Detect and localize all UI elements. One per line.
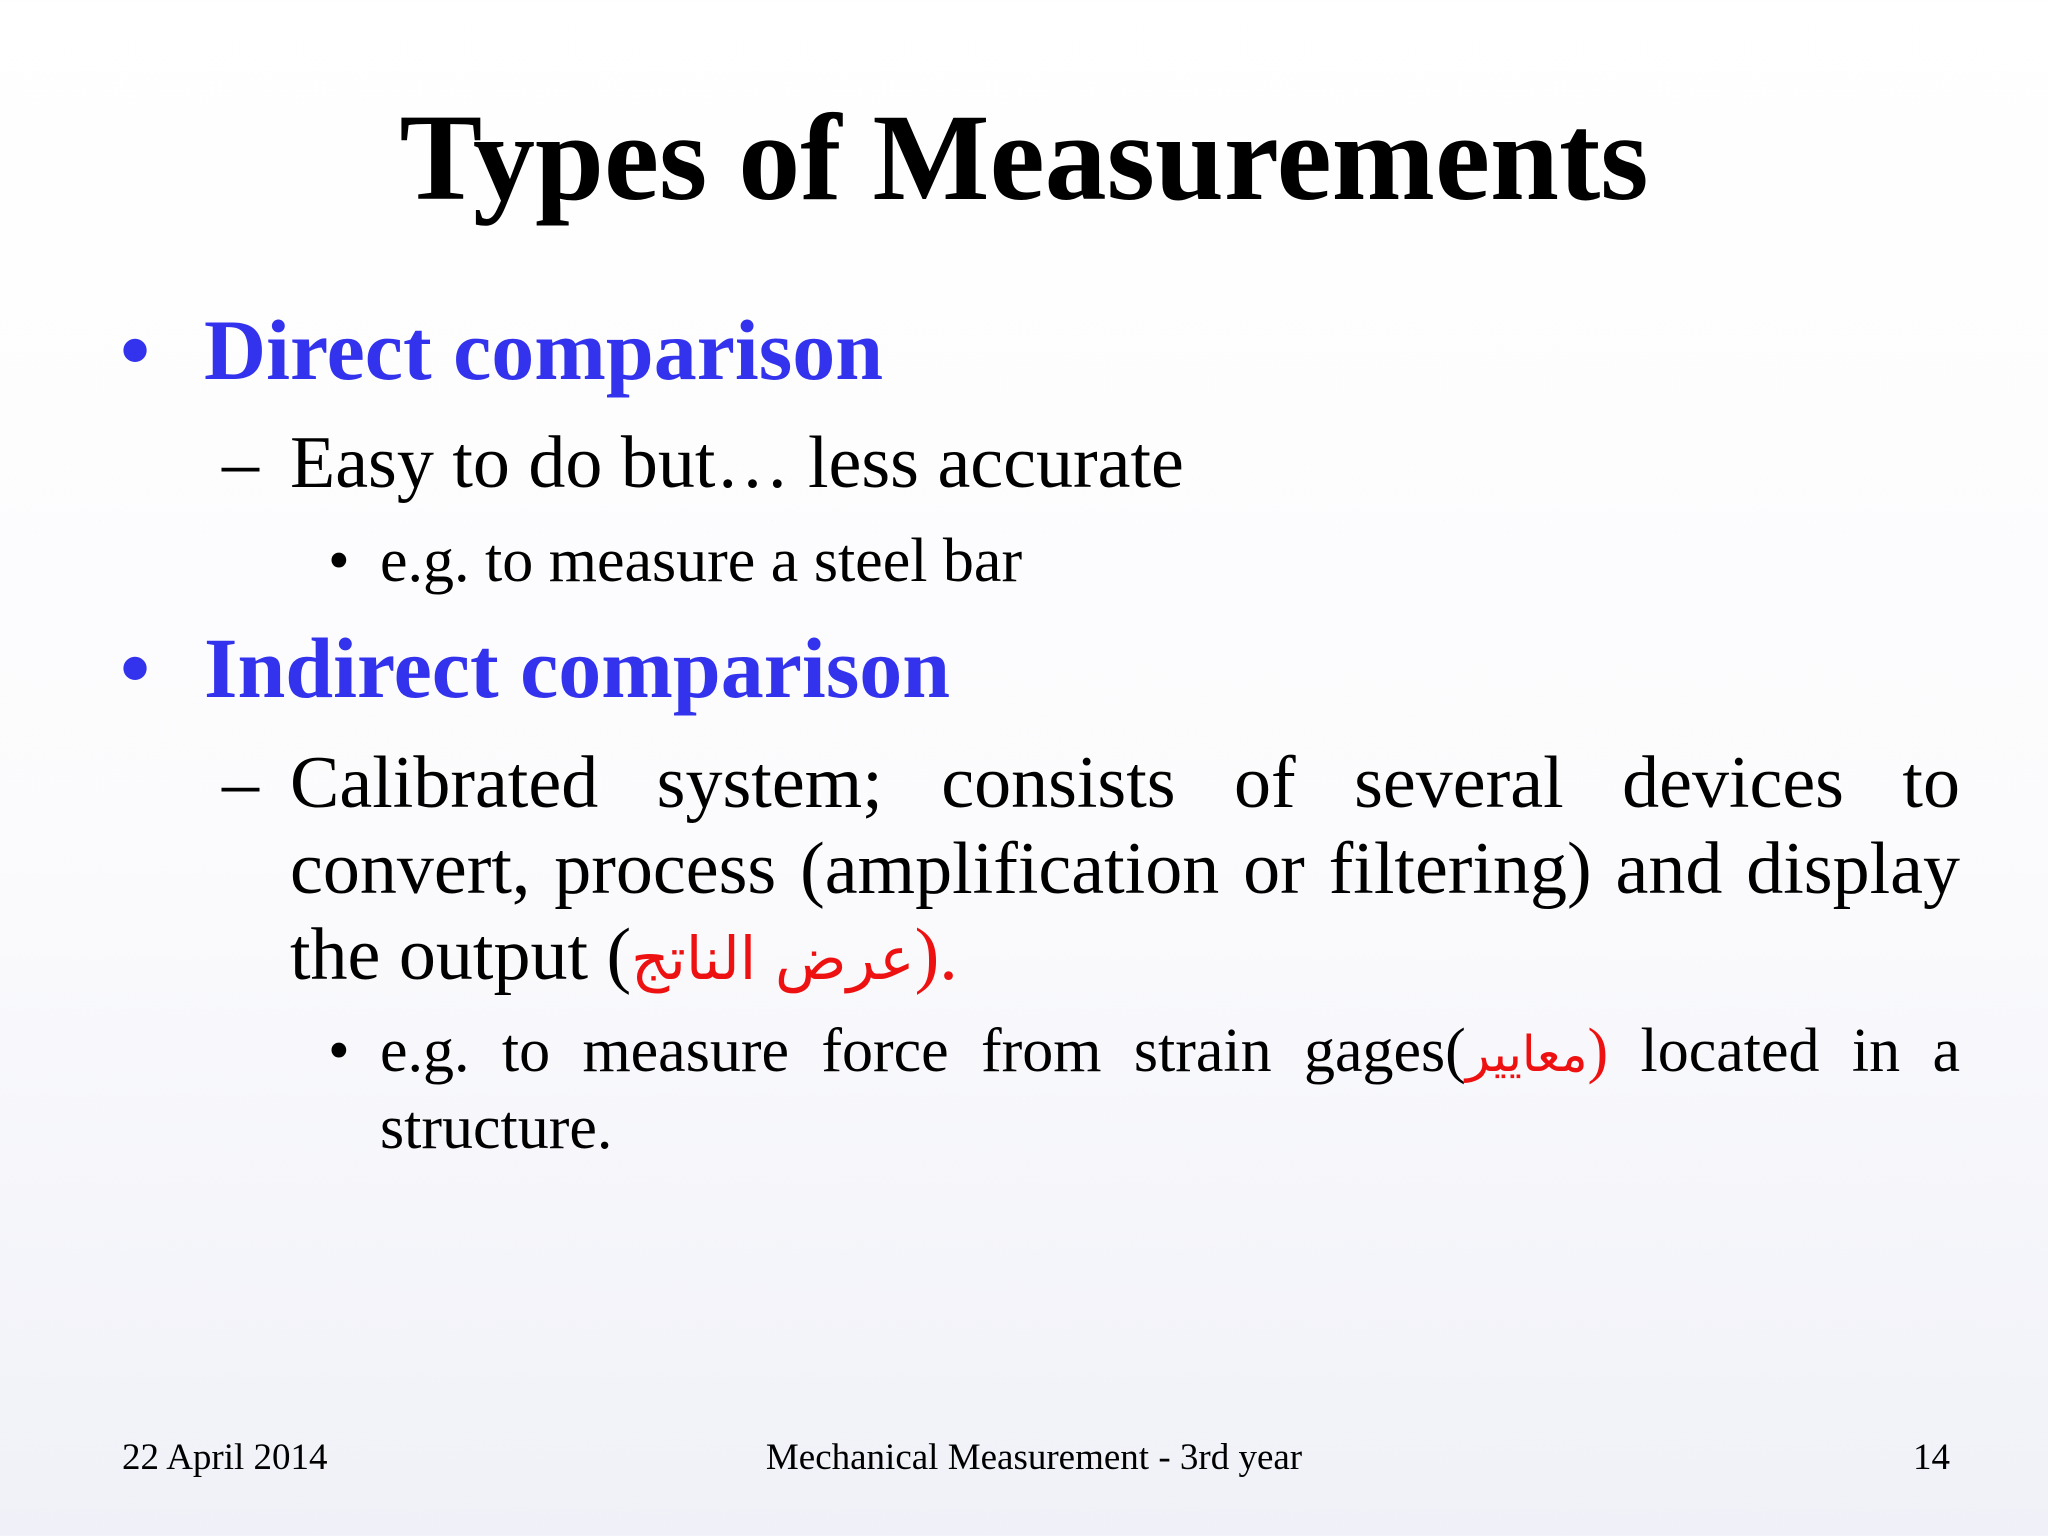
example-indirect-text-part2: located in a structure. <box>380 1017 1960 1162</box>
example-indirect-text-part1: e.g. to measure force from strain gages( <box>380 1017 1466 1085</box>
heading-direct-comparison: Direct comparison <box>204 302 884 398</box>
arabic-gages: معايير <box>1465 1025 1588 1083</box>
bullet-dash: – <box>222 742 259 824</box>
footer-date: 22 April 2014 <box>122 1437 328 1478</box>
footer-page-number: 14 <box>1913 1437 1950 1478</box>
slide-title: Types of Measurements <box>399 89 1649 226</box>
subpoint-direct-text: Easy to do but… less accurate <box>290 422 1184 504</box>
arabic-close-paren: ) <box>1587 1017 1609 1085</box>
subpoint-indirect-text-part1: Calibrated system; consists of several devices to convert, process (amplification or filtering) and display the output ( <box>290 742 1960 996</box>
subpoint-indirect-text-part2: ). <box>914 914 958 996</box>
example-indirect-text <box>380 1014 1960 1165</box>
example-direct <box>328 524 1960 598</box>
arabic-display-output: عرض الناتج <box>631 924 915 993</box>
subpoint-direct <box>222 420 1960 506</box>
example-direct-text: e.g. to measure a steel bar <box>380 527 1023 595</box>
bullet-dot: • <box>120 620 151 716</box>
bullet-dot: • <box>328 527 350 595</box>
heading-indirect-comparison: Indirect comparison <box>204 620 951 716</box>
bullet-dot: • <box>328 1017 350 1085</box>
subpoint-indirect-text <box>290 740 1960 1002</box>
footer-course: Mechanical Measurement - 3rd year <box>765 1437 1303 1478</box>
example-indirect <box>328 1014 1960 1165</box>
subpoint-indirect <box>222 740 1960 1002</box>
bullet-dot: • <box>120 302 151 398</box>
bullet-dash: – <box>222 422 259 504</box>
